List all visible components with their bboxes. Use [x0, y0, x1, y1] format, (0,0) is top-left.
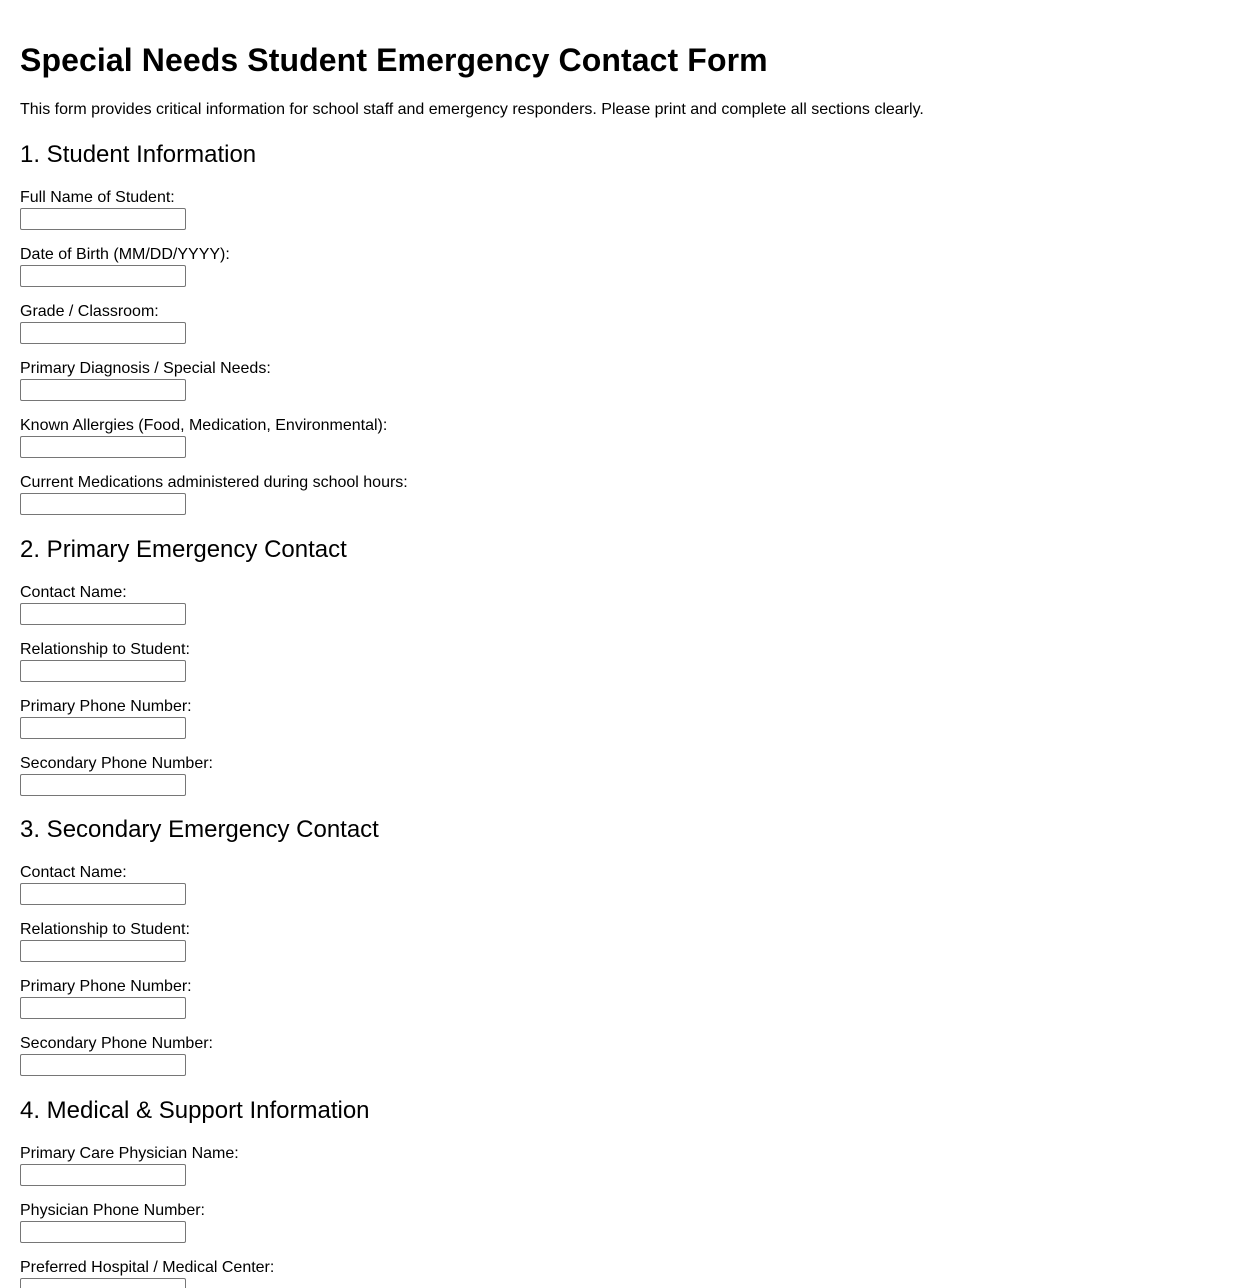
field-current-medications	[20, 473, 408, 515]
field-label: Relationship to Student:	[20, 921, 190, 938]
secondary-contact-secondary-phone-input[interactable]	[20, 1054, 186, 1076]
date-of-birth-input[interactable]	[20, 265, 186, 287]
field-label: Full Name of Student:	[20, 189, 175, 206]
field-label: Secondary Phone Number:	[20, 755, 213, 772]
form-title: Special Needs Student Emergency Contact Form	[20, 42, 768, 78]
field-student-full-name	[20, 188, 186, 230]
field-grade-classroom	[20, 302, 186, 344]
field-preferred-hospital	[20, 1258, 274, 1288]
field-label: Primary Phone Number:	[20, 978, 192, 995]
field-physician-phone	[20, 1201, 205, 1243]
field-primary-contact-name	[20, 583, 186, 625]
field-primary-contact-secondary-phone	[20, 754, 213, 796]
physician-name-input[interactable]	[20, 1164, 186, 1186]
field-label: Current Medications administered during school hours:	[20, 474, 408, 491]
section-heading-student-information: 1. Student Information	[20, 141, 257, 168]
field-physician-name	[20, 1144, 239, 1186]
secondary-contact-primary-phone-input[interactable]	[20, 997, 186, 1019]
field-date-of-birth	[20, 245, 230, 287]
field-label: Contact Name:	[20, 864, 127, 881]
grade-classroom-input[interactable]	[20, 322, 186, 344]
field-label: Physician Phone Number:	[20, 1202, 205, 1219]
section-heading-medical-support-information: 4. Medical & Support Information	[20, 1097, 370, 1124]
field-label: Preferred Hospital / Medical Center:	[20, 1259, 275, 1276]
student-full-name-input[interactable]	[20, 208, 186, 230]
field-label: Date of Birth (MM/DD/YYYY):	[20, 246, 230, 263]
form-intro: This form provides critical information for school staff and emergency responders. Please print and complete all sections clearly.	[20, 101, 924, 118]
physician-phone-input[interactable]	[20, 1221, 186, 1243]
primary-contact-secondary-phone-input[interactable]	[20, 774, 186, 796]
secondary-contact-relationship-input[interactable]	[20, 940, 186, 962]
primary-contact-relationship-input[interactable]	[20, 660, 186, 682]
field-label: Secondary Phone Number:	[20, 1035, 213, 1052]
field-secondary-contact-primary-phone	[20, 977, 192, 1019]
primary-contact-name-input[interactable]	[20, 603, 186, 625]
field-secondary-contact-name	[20, 863, 186, 905]
section-heading-secondary-emergency-contact: 3. Secondary Emergency Contact	[20, 816, 379, 843]
field-label: Relationship to Student:	[20, 641, 190, 658]
preferred-hospital-input[interactable]	[20, 1278, 186, 1288]
field-label: Primary Care Physician Name:	[20, 1145, 239, 1162]
field-label: Primary Diagnosis / Special Needs:	[20, 360, 271, 377]
field-secondary-contact-relationship	[20, 920, 190, 962]
secondary-contact-name-input[interactable]	[20, 883, 186, 905]
field-primary-contact-relationship	[20, 640, 190, 682]
field-label: Grade / Classroom:	[20, 303, 159, 320]
field-secondary-contact-secondary-phone	[20, 1034, 213, 1076]
primary-contact-primary-phone-input[interactable]	[20, 717, 186, 739]
known-allergies-input[interactable]	[20, 436, 186, 458]
section-heading-primary-emergency-contact: 2. Primary Emergency Contact	[20, 536, 347, 563]
field-label: Primary Phone Number:	[20, 698, 192, 715]
field-known-allergies	[20, 416, 387, 458]
field-label: Known Allergies (Food, Medication, Environmental):	[20, 417, 388, 434]
field-primary-contact-primary-phone	[20, 697, 192, 739]
field-label: Contact Name:	[20, 584, 127, 601]
field-primary-diagnosis	[20, 359, 271, 401]
primary-diagnosis-input[interactable]	[20, 379, 186, 401]
current-medications-input[interactable]	[20, 493, 186, 515]
